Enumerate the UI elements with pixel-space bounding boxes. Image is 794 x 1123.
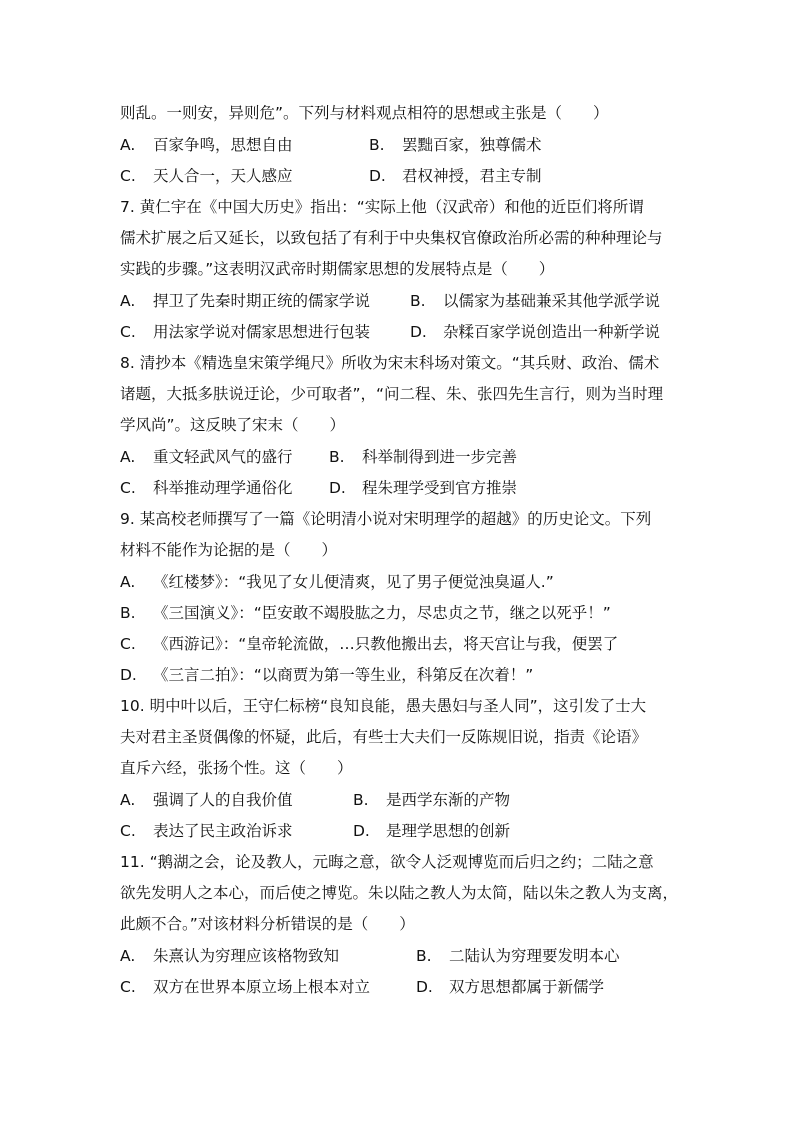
q9-stem-line-1: 9. 某高校老师撰写了一篇《论明清小说对宋明理学的超越》的历史论文。下列 bbox=[120, 510, 652, 528]
q10-option-d[interactable]: D. 是理学思想的创新 bbox=[353, 822, 511, 840]
q10-stem-line-3: 直斥六经，张扬个性。这（ ） bbox=[120, 759, 353, 777]
q7-option-a[interactable]: A. 捍卫了先秦时期正统的儒家学说 bbox=[120, 292, 371, 310]
q7-option-b[interactable]: B. 以儒家为基础兼采其他学派学说 bbox=[410, 292, 661, 310]
q11-option-d[interactable]: D. 双方思想都属于新儒学 bbox=[416, 978, 605, 996]
q8-stem-line-1: 8. 清抄本《精选皇宋策学绳尺》所收为宋末科场对策文。“其兵财、政治、儒术 bbox=[120, 354, 660, 372]
q6-option-b[interactable]: B. 罢黜百家，独尊儒术 bbox=[369, 136, 542, 154]
q8-stem-line-2: 诸题，大抵多肤说迂论，少可取者”，“问二程、朱、张四先生言行，则为当时理 bbox=[120, 385, 664, 403]
q11-stem-line-1: 11. “鹅湖之会，论及教人，元晦之意，欲令人泛观博览而后归之约；二陆之意 bbox=[120, 853, 654, 871]
q11-option-b[interactable]: B. 二陆认为穷理要发明本心 bbox=[416, 947, 620, 965]
q6-option-d[interactable]: D. 君权神授，君主专制 bbox=[369, 167, 542, 185]
q7-stem-line-2: 儒术扩展之后又延长，以致包括了有利于中央集权官僚政治所必需的种种理论与 bbox=[120, 229, 663, 247]
q6-option-a[interactable]: A. 百家争鸣，思想自由 bbox=[120, 136, 293, 154]
q11-stem-line-2: 欲先发明人之本心，而后使之博览。朱以陆之教人为太简，陆以朱之教人为支离， bbox=[120, 884, 679, 902]
q9-option-d[interactable]: D. 《三言二拍》：“以商贾为第一等生业，科第反在次着！” bbox=[120, 666, 534, 684]
q11-stem-line-3: 此颇不合。”对该材料分析错误的是（ ） bbox=[120, 915, 415, 933]
q9-option-b[interactable]: B. 《三国演义》：“臣安敢不竭股肱之力，尽忠贞之节，继之以死乎！” bbox=[120, 604, 611, 622]
q10-stem-line-2: 夫对君主圣贤偶像的怀疑，此后，有些士大夫们一反陈规旧说，指责《论语》 bbox=[120, 728, 648, 746]
q10-option-c[interactable]: C. 表达了民主政治诉求 bbox=[120, 822, 293, 840]
q8-option-a[interactable]: A. 重文轻武风气的盛行 bbox=[120, 448, 293, 466]
q6-stem-continued: 则乱。一则安，异则危”。下列与材料观点相符的思想或主张是（ ） bbox=[120, 104, 609, 122]
q10-stem-line-1: 10. 明中叶以后，王守仁标榜“良知良能，愚夫愚妇与圣人同”，这引发了士大 bbox=[120, 697, 647, 715]
q6-option-c[interactable]: C. 天人合一，天人感应 bbox=[120, 167, 293, 185]
q8-option-b[interactable]: B. 科举制得到进一步完善 bbox=[329, 448, 518, 466]
q9-option-a[interactable]: A. 《红楼梦》：“我见了女儿便清爽，见了男子便觉浊臭逼人.” bbox=[120, 573, 554, 591]
q8-stem-line-3: 学风尚”。这反映了宋末（ ） bbox=[120, 416, 346, 434]
q10-option-a[interactable]: A. 强调了人的自我价值 bbox=[120, 791, 293, 809]
q7-stem-line-1: 7. 黄仁宇在《中国大历史》指出：“实际上他（汉武帝）和他的近臣们将所谓 bbox=[120, 198, 644, 216]
q7-option-c[interactable]: C. 用法家学说对儒家思想进行包装 bbox=[120, 323, 371, 341]
q9-stem-line-2: 材料不能作为论据的是（ ） bbox=[120, 541, 338, 559]
q8-option-c[interactable]: C. 科举推动理学通俗化 bbox=[120, 479, 293, 497]
q10-option-b[interactable]: B. 是西学东渐的产物 bbox=[353, 791, 511, 809]
q11-option-a[interactable]: A. 朱熹认为穷理应该格物致知 bbox=[120, 947, 340, 965]
q11-option-c[interactable]: C. 双方在世界本原立场上根本对立 bbox=[120, 978, 371, 996]
q7-option-d[interactable]: D. 杂糅百家学说创造出一种新学说 bbox=[410, 323, 661, 341]
q7-stem-line-3: 实践的步骤。”这表明汉武帝时期儒家思想的发展特点是（ ） bbox=[120, 260, 555, 278]
q8-option-d[interactable]: D. 程朱理学受到官方推崇 bbox=[329, 479, 518, 497]
q9-option-c[interactable]: C. 《西游记》：“皇帝轮流做，…只教他搬出去，将天宫让与我，便罢了 bbox=[120, 635, 619, 653]
